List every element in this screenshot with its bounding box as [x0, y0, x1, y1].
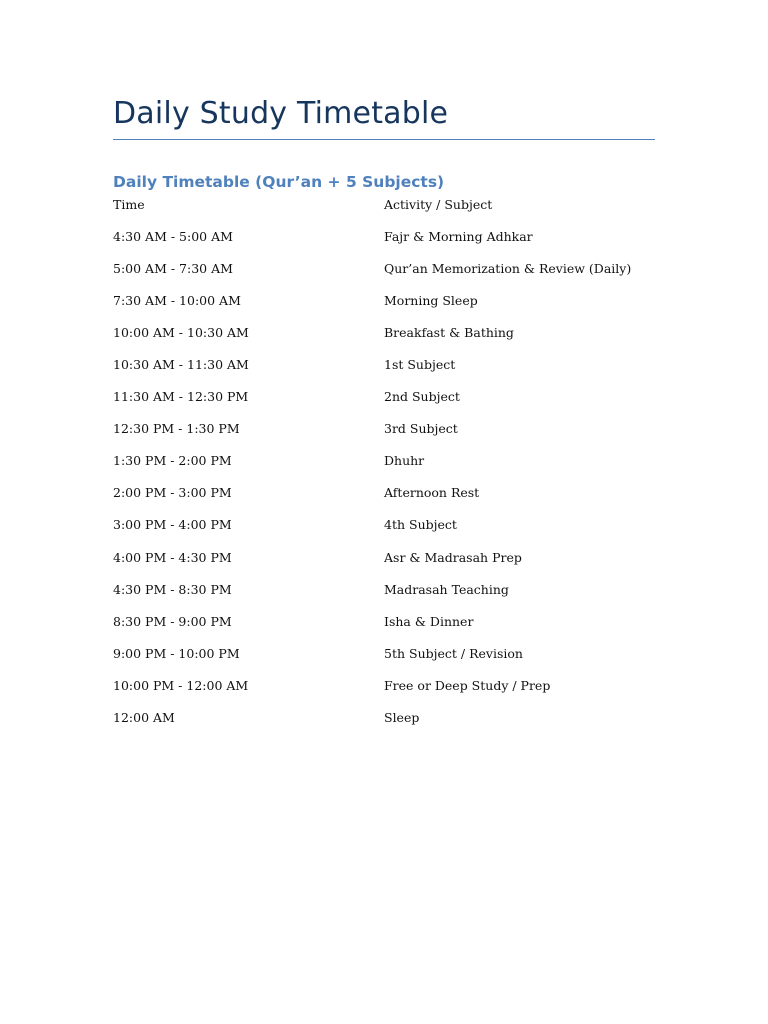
section-heading: Daily Timetable (Qur’an + 5 Subjects): [113, 173, 445, 191]
table-row: [113, 321, 655, 353]
activity-cell: 3rd Subject: [384, 421, 458, 437]
activity-cell: Free or Deep Study / Prep: [384, 677, 551, 693]
time-cell: 4:00 PM - 4:30 PM: [113, 549, 232, 565]
table-body: [113, 225, 655, 738]
activity-cell: 4th Subject: [384, 517, 457, 533]
table-row: [113, 257, 655, 289]
table-header-row: [113, 193, 655, 225]
activity-cell: Breakfast & Bathing: [384, 325, 514, 341]
time-cell: 4:30 AM - 5:00 AM: [113, 229, 233, 245]
activity-cell: Dhuhr: [384, 453, 425, 469]
table-row: [113, 449, 655, 481]
activity-cell: Afternoon Rest: [384, 485, 480, 501]
document-title: Daily Study Timetable: [113, 96, 449, 131]
activity-cell: Sleep: [384, 709, 420, 725]
activity-cell: Morning Sleep: [384, 293, 478, 309]
time-cell: 12:30 PM - 1:30 PM: [113, 421, 240, 437]
column-header-time: Time: [113, 197, 145, 212]
time-cell: 4:30 PM - 8:30 PM: [113, 581, 232, 597]
timetable: [113, 193, 655, 738]
table-row: [113, 353, 655, 385]
table-row: [113, 225, 655, 257]
table-row: [113, 513, 655, 545]
time-cell: 11:30 AM - 12:30 PM: [113, 389, 249, 405]
activity-cell: Isha & Dinner: [384, 613, 474, 629]
time-cell: 10:30 AM - 11:30 AM: [113, 357, 249, 373]
time-cell: 10:00 AM - 10:30 AM: [113, 325, 249, 341]
table-row: [113, 578, 655, 610]
time-cell: 10:00 PM - 12:00 AM: [113, 677, 249, 693]
table-row: [113, 289, 655, 321]
activity-cell: 5th Subject / Revision: [384, 645, 523, 661]
time-cell: 9:00 PM - 10:00 PM: [113, 645, 240, 661]
table-row: [113, 385, 655, 417]
time-cell: 8:30 PM - 9:00 PM: [113, 613, 232, 629]
time-cell: 7:30 AM - 10:00 AM: [113, 293, 241, 309]
activity-cell: 1st Subject: [384, 357, 456, 373]
activity-cell: Madrasah Teaching: [384, 581, 509, 597]
table-row: [113, 546, 655, 578]
table-row: [113, 706, 655, 738]
time-cell: 1:30 PM - 2:00 PM: [113, 453, 232, 469]
table-row: [113, 481, 655, 513]
table-row: [113, 642, 655, 674]
table-row: [113, 417, 655, 449]
column-header-activity: Activity / Subject: [384, 197, 493, 212]
activity-cell: Fajr & Morning Adhkar: [384, 229, 533, 245]
table-row: [113, 610, 655, 642]
time-cell: 3:00 PM - 4:00 PM: [113, 517, 232, 533]
table-row: [113, 674, 655, 706]
time-cell: 5:00 AM - 7:30 AM: [113, 261, 233, 277]
time-cell: 2:00 PM - 3:00 PM: [113, 485, 232, 501]
time-cell: 12:00 AM: [113, 709, 175, 725]
title-underline-divider: [113, 139, 655, 140]
activity-cell: 2nd Subject: [384, 389, 460, 405]
activity-cell: Qur’an Memorization & Review (Daily): [384, 261, 632, 277]
activity-cell: Asr & Madrasah Prep: [384, 549, 522, 565]
